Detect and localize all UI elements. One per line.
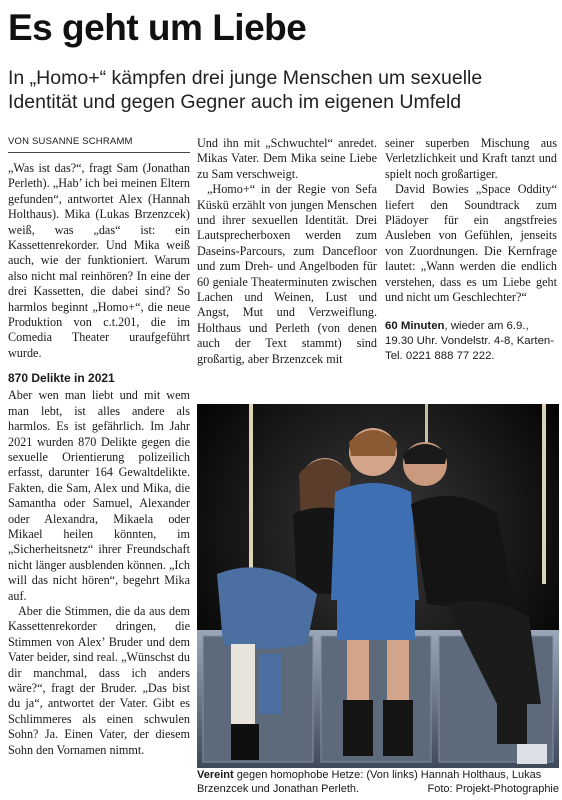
paragraph-schwuchtel: Und ihn mit „Schwuchtel“ anredet. Mikas Vater. Dem Mika seine Liebe zu Sam verschweigt. bbox=[197, 136, 377, 181]
photo-credit: Foto: Projekt-Photographie bbox=[427, 783, 559, 795]
performance-info bbox=[385, 319, 557, 363]
caption-text: gegen homophobe Hetze: (Von links) Hannah Holthaus, Lukas Brzenzcek und Jonathan Perleth. bbox=[197, 769, 542, 795]
paragraph-regie: „Homo+“ in der Regie von Sefa Küskü erzählt von jungen Menschen und ihrer sexuellen Identität. Drei Lautsprecherboxen werden zum Daseins-Parcours, zum Dancefloor und zum Dreh- und Angelboden für 60 geniale Theaterminuten zwischen Lachen und Weinen, Lust und Angst, Mut und Verzweiflung. Holthaus und Perleth (von denen auch der Text stammt) sind großartig, aber Brzenzcek mit bbox=[197, 182, 377, 366]
paragraph-intro: „Was ist das?“, fragt Sam (Jonathan Perleth). „Hab’ ich bei meinen Eltern gefunden“, antwortet Alex (Hannah Holthaus). Mika (Lukas Brzenzcek) weiß, was „das“ ist: ein Kassettenrekorder. Und Mika weiß auch, wie der funktioniert. Warum also nicht mal reinhören? In eine der drei Kassetten, die dabei sind? So harmlos beginnt „Homo+“, die neue Produktion von c.t.201, die im Comedia Theater uraufgeführt wurde. bbox=[8, 161, 190, 360]
paragraph-delikte: Aber wen man liebt und mit wem man lebt, ist alles andere als harmlos. Es ist gefährlich. Im Jahr 2021 wurden 870 Delikte gegen die sexuelle Orientierung polizeilich erfasst, darunter 164 Gewaltdelikte. Fakten, die Sam, Alex und Mika, die Samantha oder Samuel, Alexander oder Alexandra, Mikaela oder Mikael heilen könnten, im „Sicherheitsnetz“ ihrer Freundschaft nicht länger ausblenden können. „Ich will das nicht hören“, begehrt Mika auf. bbox=[8, 388, 190, 603]
headline: Es geht um Liebe bbox=[8, 7, 307, 48]
section-subheading: 870 Delikte in 2021 bbox=[8, 371, 115, 386]
column-3 bbox=[385, 136, 557, 363]
paragraph-bowie: David Bowies „Space Oddity“ liefert den Soundtrack zum Plädoyer für ein angstfreies Ausleben von Gefühlen, jenseits von Zuordnungen. Die Kernfrage lautet: „Wann werden die endlich verstehen, dass es um Liebe geht und nicht um Geschlechter?“ bbox=[385, 182, 557, 305]
paragraph-stimmen: Aber die Stimmen, die da aus dem Kassettenrekorder dringen, die Stimmen von Alex’ Bruder und dem Vater beider, sind real. „Wünschst du dir manchmal, dass ich anders wäre?“, fragt der Bruder. „Das bist du ja“, antwortet der Vater. Gibt es Schlimmeres als einen schwulen Sohn? Ja. Einen Vater, der diesem Sohn den Vornamen nimmt. bbox=[8, 603, 190, 757]
photo-caption bbox=[197, 768, 559, 796]
info-details: , wieder am 6.9., 19.30 Uhr. Vondelstr. 4-8, Karten-Tel. 0221 888 77 222. bbox=[385, 320, 555, 362]
caption-lead: Vereint bbox=[197, 769, 234, 781]
stage-photo bbox=[197, 404, 559, 768]
column-1 bbox=[8, 136, 190, 758]
info-duration: 60 Minuten bbox=[385, 320, 445, 333]
column-2 bbox=[197, 136, 377, 367]
paragraph-superb: seiner superben Mischung aus Verletzlichkeit und Kraft tanzt und spielt noch großartiger. bbox=[385, 136, 557, 181]
subheadline: In „Homo+“ kämpfen drei junge Menschen um sexuelle Identität und gegen Gegner auch im eigenen Umfeld bbox=[8, 67, 483, 113]
byline: VON SUSANNE SCHRAMM bbox=[8, 136, 190, 153]
